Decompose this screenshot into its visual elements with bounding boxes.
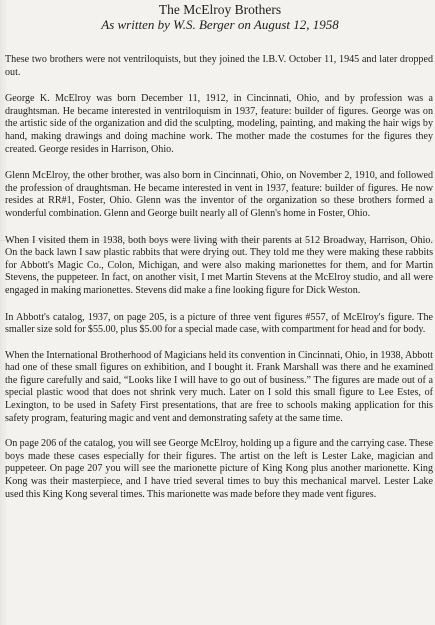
paper-fold-line (0, 240, 435, 241)
document-subtitle: As written by W.S. Berger on August 12, 1958 (101, 17, 339, 32)
paragraph-george: George K. McElroy was born December 11, 1912, in Cincinnati, Ohio, and by profession was a draughtsman. He became interested in ventriloquism in 1937, feature: builder of figures. George was on the artistic side of the organization and did the sculpting, modeling, painting, and making the hair wigs by hand, making drawings and doing machine work. The mother made the costumes for the figures they created. George resides in Harrison, Ohio. (5, 93, 433, 155)
paragraph-abbott-catalog: In Abbott's catalog, 1937, on page 205, is a picture of three vent figures #557, of McElroy's figure. The smaller size sold for $55.00, plus $5.00 for a special made case, with compartment for head and for body. (5, 311, 433, 336)
document-title: The McElroy Brothers (158, 2, 282, 17)
paragraph-catalog-page-206: On page 206 of the catalog, you will see George McElroy, holding up a figure and the carrying case. These boys made these cases especially for their figures. The artist on the left is Lester Lake, magician and puppeteer. On page 207 you will see the marionette picture of King Kong plus another marionette. King Kong was their masterpiece, and I have tried several times to buy this mechanical marvel. Lester Lake used this King Kong several times. This marionette was made before they made vent figures. (5, 438, 433, 500)
paragraph-visit-1938: When I visited them in 1938, both boys were living with their parents at 512 Broadway, Harrison, Ohio. On the back lawn I saw plastic rabbits that were drying out. They told me they were making these rabbits for Abbott's Magic Co., Colon, Michigan, and were also making marionettes for them, and for Martin Stevens, the puppeteer. In fact, on another visit, I met Martin Stevens at the McElroy studio, and all were engaged in making marionettes. Stevens did make a fine looking figure for Dick Weston. (5, 234, 433, 296)
paragraph-glenn: Glenn McElroy, the other brother, was also born in Cincinnati, Ohio, on November 2, 1910, and followed the profession of draughtsman. He became interested in vent in 1937, feature: builder of figures. He now resides at RR#1, Foster, Ohio. Glenn was the inventor of the organization so these brothers formed a wonderful combination. Glenn and George built nearly all of Glenn's home in Foster, Ohio. (5, 170, 433, 219)
paragraph-ibm-convention: When the International Brotherhood of Magicians held its convention in Cincinnati, Ohio, in 1938, Abbott had one of these small figures on exhibition, and I bought it. Frank Marshall was there and he examined the figure carefully and said, “Looks like I will have to go out of business.” The figures are made out of a special plastic wood that does not shrink very much. Later on I sold this small figure to Lee Estes, of Lexington, to be used in Safety First presentations, that are free to schools making application for this safety program, featuring magic and vent and demonstrating safety at the same time. (5, 349, 433, 424)
paragraph-intro: These two brothers were not ventriloquists, but they joined the I.B.V. October 11, 1945 and later dropped out. (5, 54, 433, 78)
